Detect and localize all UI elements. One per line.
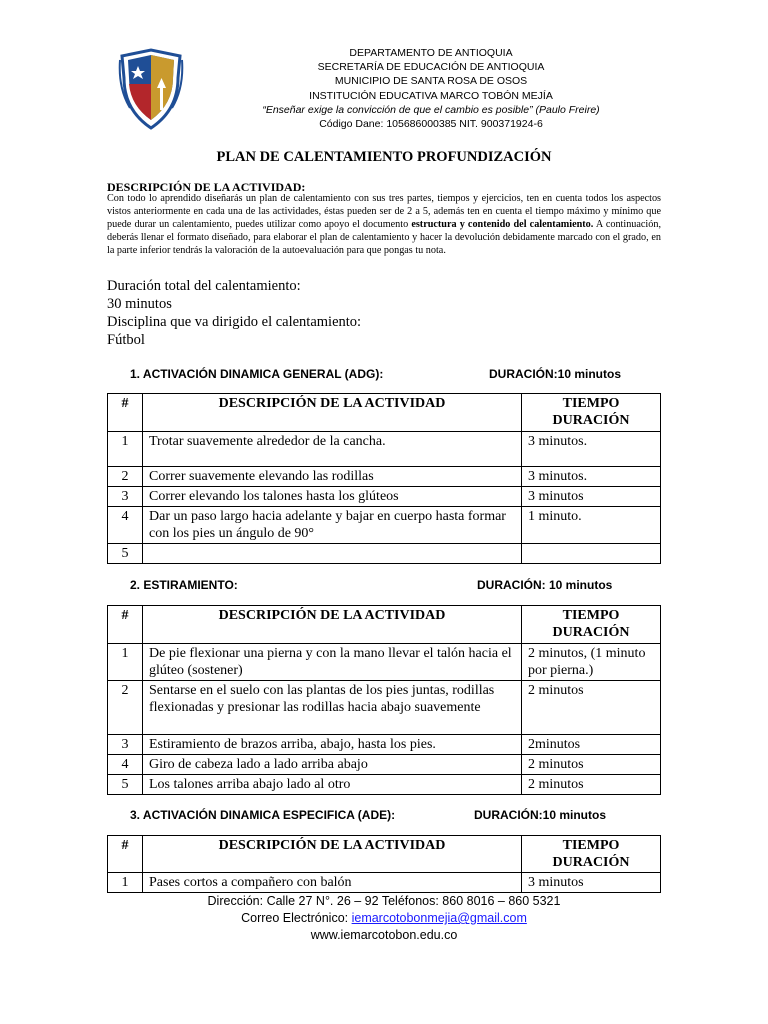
header-time-line1: TIEMPO — [562, 396, 620, 411]
table-row — [108, 544, 661, 564]
row-time: 1 minuto. — [522, 507, 661, 544]
row-time: 2minutos — [522, 735, 661, 755]
row-num: 2 — [108, 467, 143, 487]
row-time: 3 minutos — [522, 487, 661, 507]
row-time: 2 minutos, (1 minuto por pierna.) — [522, 644, 661, 681]
header-time — [522, 394, 661, 432]
row-num: 3 — [108, 487, 143, 507]
row-time: 3 minutos — [522, 873, 661, 893]
row-num: 5 — [108, 544, 143, 564]
header-num: # — [108, 606, 143, 644]
description-text-after: A continuación, deberás llenar el formato diseñado, para elaborar el plan de calentamiento y hacer la devolución debidamente marcado con el grado, en la parte inferior tendrás la valoración de la autoevaluación para que pongas tu nota. — [107, 218, 661, 256]
warmup-info — [107, 277, 361, 349]
row-description: Estiramiento de brazos arriba, abajo, hasta los pies. — [143, 735, 522, 755]
row-description — [143, 544, 522, 564]
header-description: DESCRIPCIÓN DE LA ACTIVIDAD — [143, 836, 522, 873]
section-2-heading — [130, 578, 613, 592]
description-text-before: Con todo lo aprendido diseñarás un plan de calentamiento con sus tres partes, tiempos y ejercicios, ten en cuenta todos los aspectos vistos anteriormente en cada una de las actividades, éstas pueden ser de 2 a 5, además ten en cuenta el tiempo máximo y mínimo que puede durar un calentamiento, puedes utilizar como apoyo el documento — [107, 193, 661, 230]
header-time-line2: DURACIÓN — [552, 625, 630, 640]
header-description: DESCRIPCIÓN DE LA ACTIVIDAD — [143, 394, 522, 432]
section-1-heading — [130, 367, 622, 381]
row-num: 1 — [108, 432, 143, 467]
table-row — [108, 644, 661, 681]
description-text-bold: estructura y contenido del calentamiento. — [411, 218, 594, 230]
description-text — [107, 193, 661, 258]
row-num: 5 — [108, 775, 143, 795]
header-time-line1: TIEMPO — [562, 608, 620, 623]
discipline-label: Disciplina que va dirigido el calentamiento: — [107, 314, 362, 330]
section-2-title: 2. ESTIRAMIENTO: — [130, 578, 238, 592]
footer-address: Dirección: Calle 27 N°. 26 – 92 Teléfonos: 860 8016 – 860 5321 — [207, 894, 561, 908]
table-header-row — [108, 606, 661, 644]
row-num: 4 — [108, 755, 143, 775]
header-time-line2: DURACIÓN — [552, 413, 630, 428]
document-footer — [0, 893, 768, 944]
header-num: # — [108, 836, 143, 873]
table-row — [108, 755, 661, 775]
institution-header — [250, 46, 612, 131]
row-num: 3 — [108, 735, 143, 755]
header-time — [522, 836, 661, 873]
header-time-line1: TIEMPO — [562, 838, 620, 853]
discipline-value: Fútbol — [107, 332, 145, 348]
header-num: # — [108, 394, 143, 432]
section-3-heading — [130, 808, 607, 822]
row-time: 3 minutos. — [522, 432, 661, 467]
table-header-row — [108, 836, 661, 873]
section-3-table — [107, 835, 661, 893]
row-time: 2 minutos — [522, 681, 661, 735]
section-1-title: 1. ACTIVACIÓN DINAMICA GENERAL (ADG): — [130, 367, 384, 381]
row-description: Los talones arriba abajo lado al otro — [143, 775, 522, 795]
table-row — [108, 775, 661, 795]
row-description: Giro de cabeza lado a lado arriba abajo — [143, 755, 522, 775]
description-heading: DESCRIPCIÓN DE LA ACTIVIDAD: — [107, 180, 306, 194]
row-num: 1 — [108, 644, 143, 681]
header-time — [522, 606, 661, 644]
header-quote: “Enseñar exige la convicción de que el cambio es posible” (Paulo Freire) — [262, 103, 600, 116]
row-time — [522, 544, 661, 564]
row-time: 3 minutos. — [522, 467, 661, 487]
row-time: 2 minutos — [522, 755, 661, 775]
footer-email-line — [0, 910, 768, 927]
table-row — [108, 873, 661, 893]
table-row — [108, 507, 661, 544]
table-row — [108, 467, 661, 487]
table-row — [108, 735, 661, 755]
duration-value: 30 minutos — [107, 296, 172, 312]
section-3-title: 3. ACTIVACIÓN DINAMICA ESPECIFICA (ADE): — [130, 808, 396, 822]
section-2-duration: DURACIÓN: 10 minutos — [477, 578, 613, 592]
header-line-secretariat: SECRETARÍA DE EDUCACIÓN DE ANTIOQUIA — [317, 61, 545, 74]
table-row — [108, 681, 661, 735]
row-num: 1 — [108, 873, 143, 893]
header-codes: Código Dane: 105686000385 NIT. 900371924-6 — [319, 118, 543, 131]
table-row — [108, 432, 661, 467]
section-3-duration: DURACIÓN:10 minutos — [474, 808, 607, 822]
footer-email-label: Correo Electrónico: — [241, 911, 352, 925]
header-line-institution: INSTITUCIÓN EDUCATIVA MARCO TOBÓN MEJÍA — [309, 89, 553, 102]
document-title: PLAN DE CALENTAMIENTO PROFUNDIZACIÓN — [216, 149, 552, 165]
row-time: 2 minutos — [522, 775, 661, 795]
row-num: 2 — [108, 681, 143, 735]
row-description: De pie flexionar una pierna y con la mano llevar el talón hacia el glúteo (sostener) — [143, 644, 522, 681]
row-description: Correr elevando los talones hasta los glúteos — [143, 487, 522, 507]
section-2-table — [107, 605, 661, 795]
row-description: Correr suavemente elevando las rodillas — [143, 467, 522, 487]
row-description: Pases cortos a compañero con balón — [143, 873, 522, 893]
row-description: Sentarse en el suelo con las plantas de los pies juntas, rodillas flexionadas y presionar las rodillas hacia abajo suavemente — [143, 681, 522, 735]
footer-email-link[interactable]: iemarcotobonmejia@gmail.com — [351, 911, 527, 925]
header-time-line2: DURACIÓN — [552, 855, 630, 870]
row-num: 4 — [108, 507, 143, 544]
header-line-department: DEPARTAMENTO DE ANTIOQUIA — [349, 47, 513, 59]
table-header-row — [108, 394, 661, 432]
header-line-municipality: MUNICIPIO DE SANTA ROSA DE OSOS — [334, 75, 528, 88]
row-description: Dar un paso largo hacia adelante y bajar en cuerpo hasta formar con los pies un ángulo de 90° — [143, 507, 522, 544]
footer-website[interactable]: www.iemarcotobon.edu.co — [310, 928, 458, 942]
institution-crest-logo — [118, 48, 184, 130]
section-1-table — [107, 393, 661, 564]
row-description: Trotar suavemente alrededor de la cancha. — [143, 432, 522, 467]
header-description: DESCRIPCIÓN DE LA ACTIVIDAD — [143, 606, 522, 644]
table-row — [108, 487, 661, 507]
section-1-duration: DURACIÓN:10 minutos — [489, 367, 622, 381]
duration-label: Duración total del calentamiento: — [107, 278, 301, 294]
